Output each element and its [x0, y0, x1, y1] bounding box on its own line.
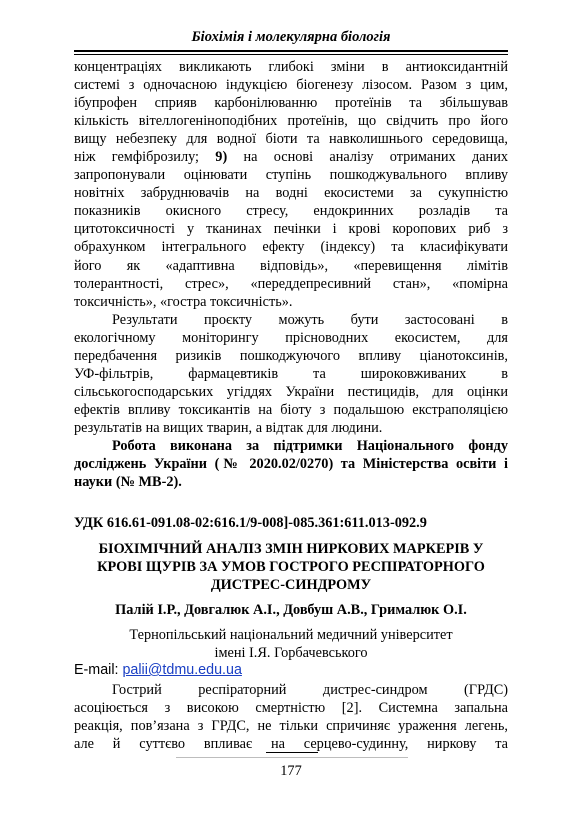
funding-line: науки (№ МВ-2). — [74, 474, 182, 491]
article-title-line: ДИСТРЕС-СИНДРОМУ — [210, 577, 372, 593]
text-line: результатів на вищих тварин, а відтак для людини. — [74, 419, 383, 436]
text-line: передбачення ризиків пошкоджуючого впливу ціанотоксинів, — [74, 347, 508, 364]
text-line: Результати проєкту можуть бути застосовані в — [112, 311, 508, 328]
text-line: кількість вітеллогеніноподібних протеїнів, що свідчить про його — [74, 113, 508, 130]
text-line: ібупрофен сприяв карбонілюванню протеїнів та збільшував — [74, 95, 508, 112]
text-line: УФ-фільтрів, фармацевтиків та широковживаних в — [74, 365, 508, 382]
email-link[interactable]: palii@tdmu.edu.ua — [122, 662, 242, 678]
text-line: цитотоксичності у тканинах печінки і крові коропових риб з — [74, 221, 508, 238]
text-line: обрахунком інтегрального ефекту (індексу) та класифікувати — [74, 239, 508, 256]
text-line: Гострий респіраторний дистрес-синдром (ГРДС) — [112, 682, 508, 698]
footer-rule — [176, 757, 408, 758]
text-segment: ніж гемфіброзилу; — [74, 149, 200, 166]
article-title-line: БІОХІМІЧНИЙ АНАЛІЗ ЗМІН НИРКОВИХ МАРКЕРІВ У — [98, 541, 484, 557]
text-line: його як «адаптивна відповідь», «перевищення лімітів — [74, 257, 508, 274]
list-number: 9) — [215, 149, 228, 166]
header-rule-thick — [74, 50, 508, 52]
abstract-text-block — [74, 682, 508, 754]
text-line: реакція, пов’язана з ГРДС, не тільки спричиняє ураження легень, — [74, 717, 508, 734]
text-line: екологічному моніторингу прісноводних екосистем, для — [74, 329, 508, 346]
text-line: токсичність», «гостра токсичність». — [74, 293, 293, 310]
text-line: сільськогосподарських угіддях України пестицидів, для оцінки — [74, 383, 508, 400]
article-title — [74, 540, 508, 594]
text-segment: на основі аналізу отриманих даних — [243, 149, 508, 166]
body-text-block — [74, 58, 508, 491]
author-list: Палій І.Р., Довгалюк А.І., Довбуш А.В., Грималюк О.І. — [115, 602, 467, 618]
text-line: толерантності, стрес», «переддепресивний стан», «помірна — [74, 275, 508, 292]
text-line: запропонували оцінювати ступінь пошкоджувального впливу — [74, 167, 508, 184]
text-line: але й суттєво впливає на серцево-судинну, ниркову та — [74, 735, 508, 752]
article-title-line: КРОВІ ЩУРІВ ЗА УМОВ ГОСТРОГО РЕСПІРАТОРНОГО — [97, 559, 485, 575]
text-line: системі з одночасною індукцією біогенезу лізосом. Разом з цим, — [74, 77, 508, 94]
text-line: вищу небезпеку для водної біоти та навколишнього середовища, — [74, 131, 508, 148]
affiliation — [74, 626, 508, 662]
affiliation-line: імені І.Я. Горбачевського — [214, 645, 368, 661]
affiliation-line: Тернопільський національний медичний університет — [129, 627, 453, 643]
text-line: концентраціях викликають глибокі зміни в антиоксидантній — [74, 59, 508, 75]
text-line-mixed — [74, 148, 508, 166]
footnote-separator — [266, 752, 318, 753]
email-label: E-mail: — [74, 662, 119, 678]
funding-line: Робота виконана за підтримки Національного фонду — [112, 437, 508, 454]
text-line: новітніх забруднювачів на водні екосистеми за сукупністю — [74, 185, 508, 202]
running-header: Біохімія і молекулярна біологія — [191, 29, 391, 45]
text-line: показників окисного стресу, ендокринних розладів та — [74, 203, 508, 220]
page-number: 177 — [280, 763, 302, 779]
header-rule-thin — [74, 54, 508, 55]
email-line — [74, 661, 242, 679]
funding-line: досліджень України (№ 2020.02/0270) та Міністерства освіти і — [74, 456, 508, 473]
text-line: асоціюється з високою смертністю [2]. Системна запальна — [74, 699, 508, 716]
udk-code: УДК 616.61-091.08-02:616.1/9-008]-085.361:611.013-092.9 — [74, 515, 427, 531]
text-line: ефектів впливу токсикантів на біоту з подальшою екстраполяцією — [74, 401, 508, 418]
